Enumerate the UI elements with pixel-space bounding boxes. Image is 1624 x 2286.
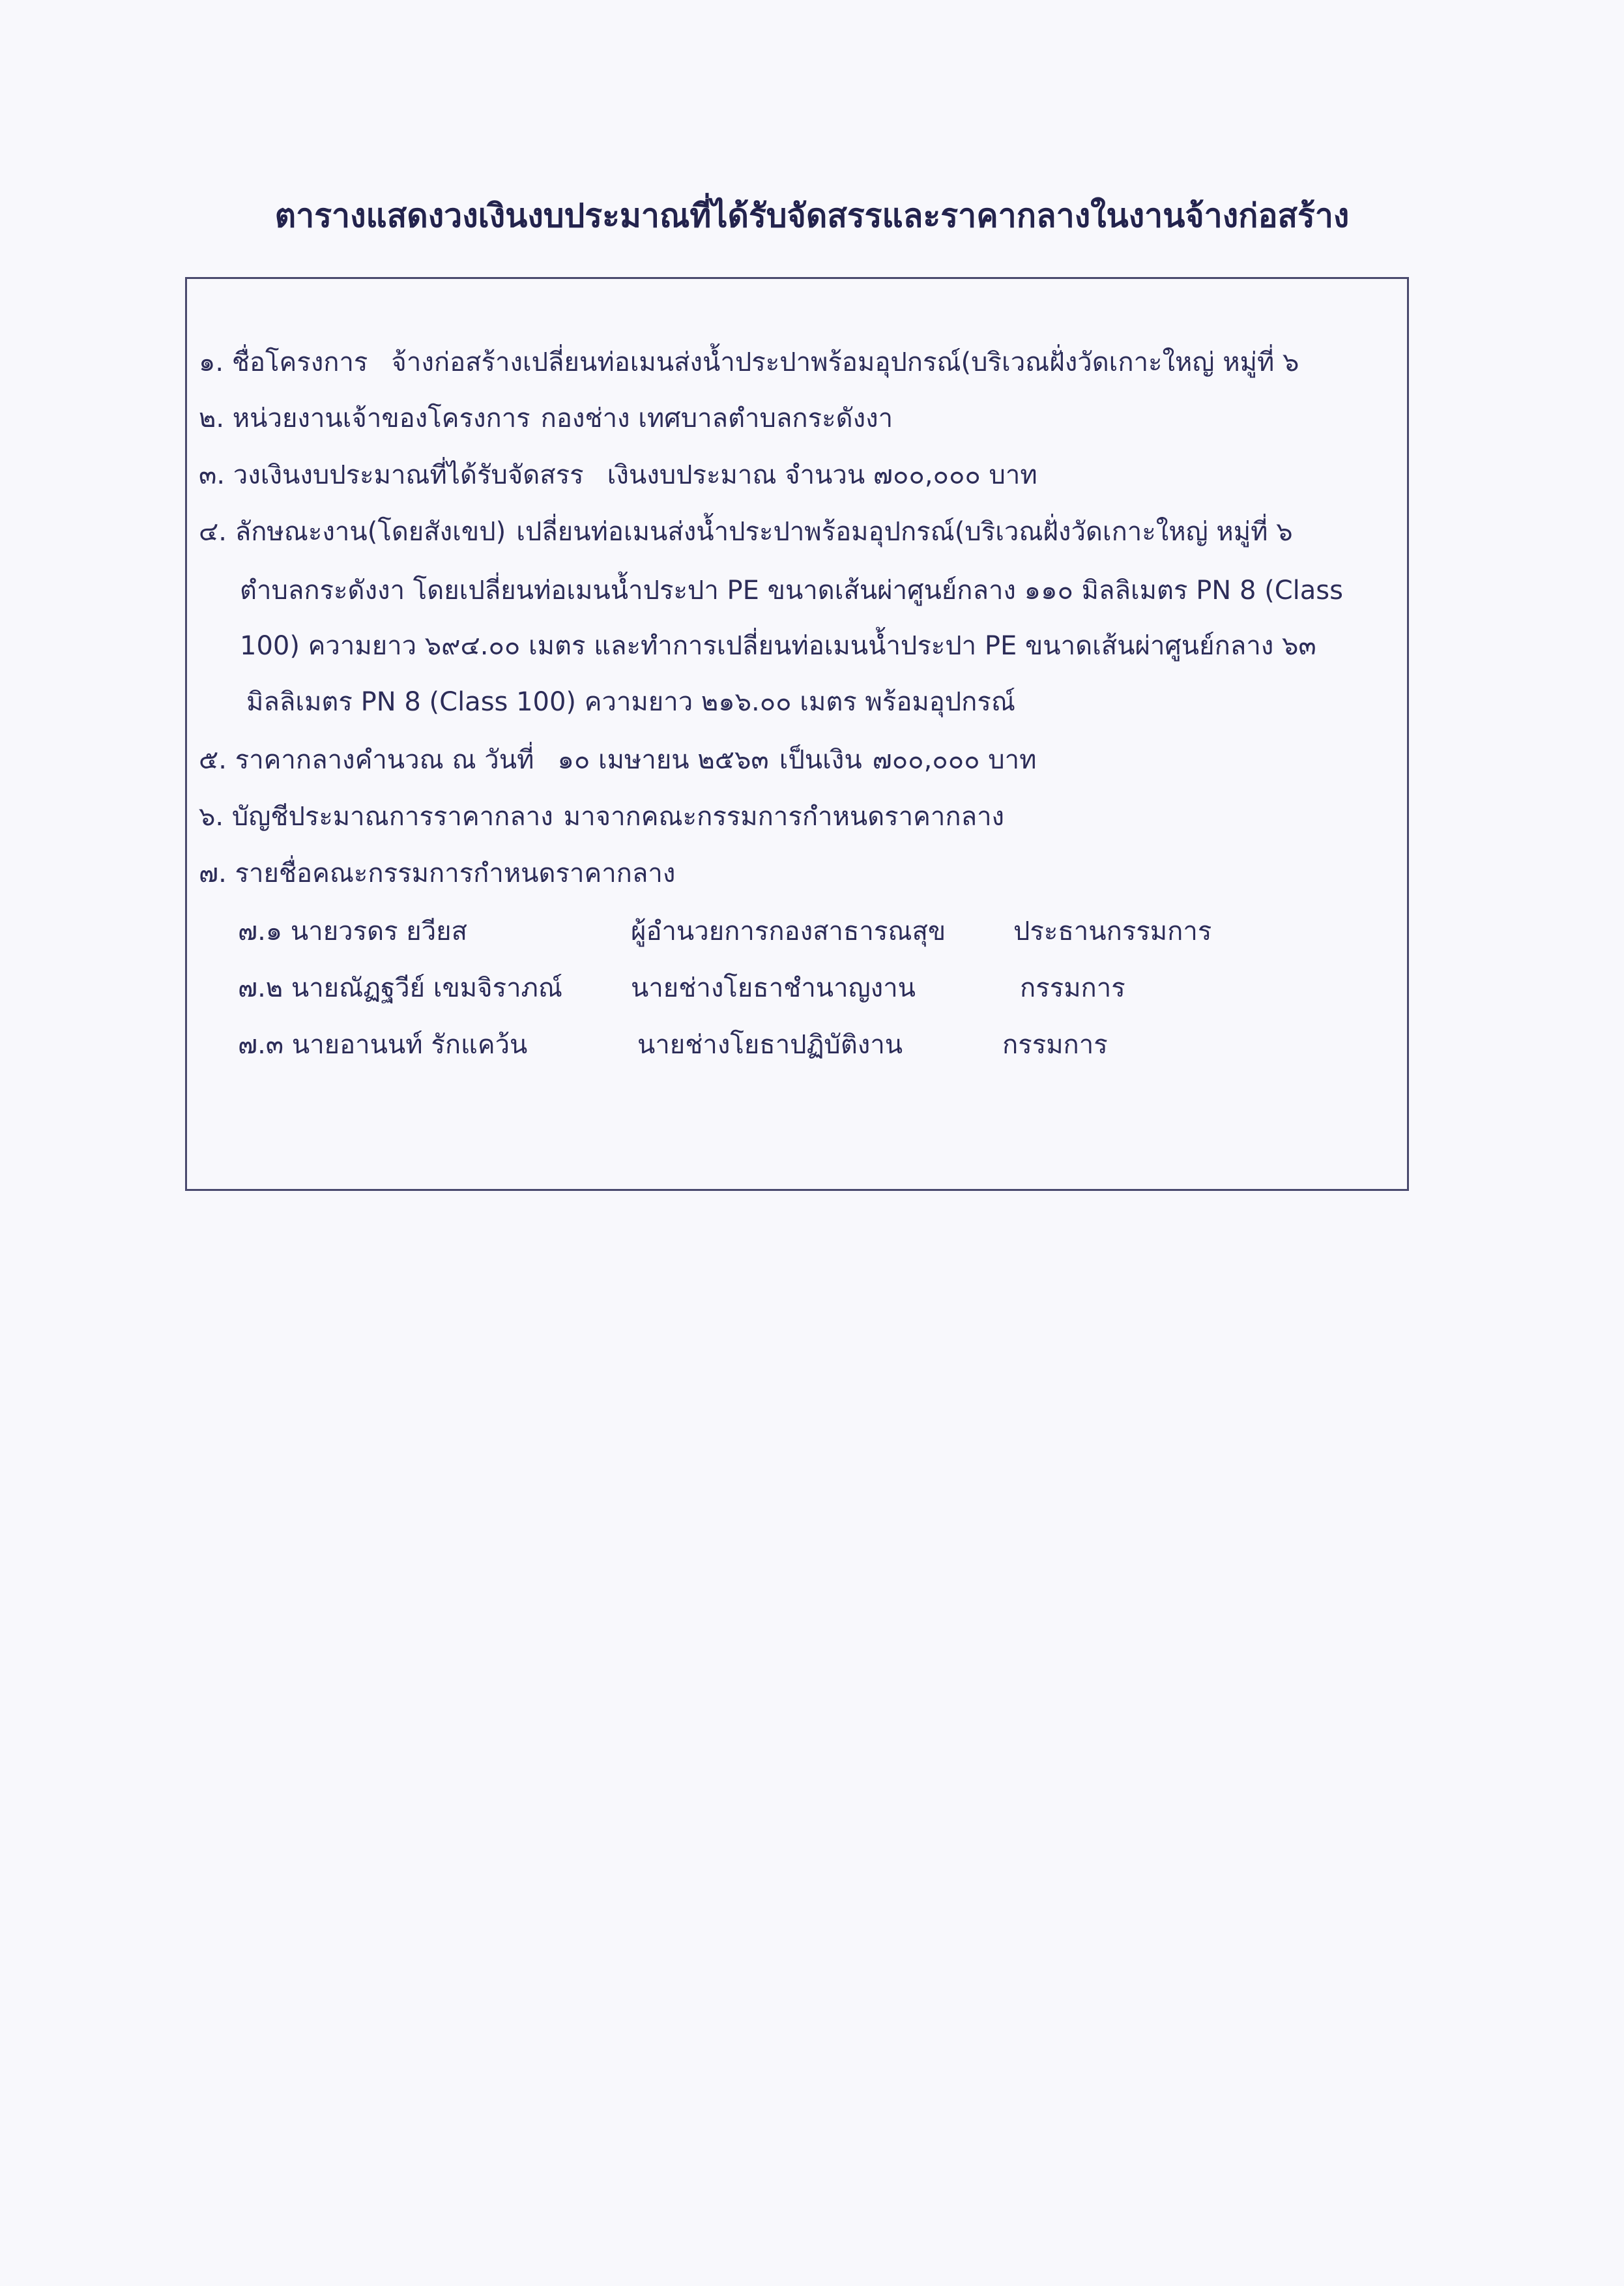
committee-member-role: กรรมการ	[1020, 973, 1125, 1003]
committee-member-position: ผู้อำนวยการกองสาธารณสุข	[631, 916, 946, 946]
item-6	[199, 800, 1004, 834]
item-6-label: ๖. บัญชีประมาณการราคากลาง	[199, 802, 553, 832]
item-7-label: ๗. รายชื่อคณะกรรมการกำหนดราคากลาง	[199, 858, 676, 888]
item-1	[199, 345, 1299, 379]
item-5-label: ๕. ราคากลางคำนวณ ณ วันที่	[199, 745, 534, 775]
item-6-value: มาจากคณะกรรมการกำหนดราคากลาง	[563, 802, 1005, 832]
item-5-amount: ๗๐๐,๐๐๐ บาท	[872, 745, 1037, 775]
item-2-label: ๒. หน่วยงานเจ้าของโครงการ	[199, 403, 530, 433]
item-4-value: เปลี่ยนท่อเมนส่งน้ำประปาพร้อมอุปกรณ์(บริเวณฝั่งวัดเกาะใหญ่ หมู่ที่ ๖	[516, 517, 1293, 547]
committee-member-role: ประธานกรรมการ	[1013, 916, 1212, 946]
committee-member-name: ๗.๑ นายวรดร ยวียส	[238, 916, 468, 946]
item-5-amount-prefix: เป็นเงิน	[779, 745, 862, 775]
item-4	[199, 515, 1293, 549]
item-4-line-4: มิลลิเมตร PN 8 (Class 100) ความยาว ๒๑๖.๐๐ เมตร พร้อมอุปกรณ์	[246, 687, 1015, 717]
committee-member-role: กรรมการ	[1002, 1030, 1108, 1060]
page-title: ตารางแสดงวงเงินงบประมาณที่ได้รับจัดสรรและราคากลางในงานจ้างก่อสร้าง	[274, 197, 1350, 235]
item-4-line-2: ตำบลกระดังงา โดยเปลี่ยนท่อเมนน้ำประปา PE ขนาดเส้นผ่าศูนย์กลาง ๑๑๐ มิลลิเมตร PN 8 (Class	[240, 576, 1343, 606]
item-1-label: ๑. ชื่อโครงการ	[199, 347, 368, 377]
item-3-label: ๓. วงเงินงบประมาณที่ได้รับจัดสรร	[199, 460, 584, 490]
committee-member-position: นายช่างโยธาชำนาญงาน	[631, 973, 916, 1003]
item-2	[199, 402, 893, 435]
item-4-label: ๔. ลักษณะงาน(โดยสังเขป)	[199, 517, 506, 547]
item-7	[199, 857, 675, 890]
committee-member-position: นายช่างโยธาปฏิบัติงาน	[637, 1030, 903, 1060]
committee-member-name: ๗.๒ นายณัฏฐวีย์ เขมจิราภณ์	[238, 973, 563, 1003]
item-2-value: กองช่าง เทศบาลตำบลกระดังงา	[540, 403, 893, 433]
item-5	[199, 743, 1036, 777]
item-5-date: ๑๐ เมษายน ๒๕๖๓	[557, 745, 769, 775]
committee-member-name: ๗.๓ นายอานนท์ รักแคว้น	[238, 1030, 528, 1060]
item-3-value: เงินงบประมาณ จำนวน ๗๐๐,๐๐๐ บาท	[607, 460, 1037, 490]
item-4-line-3: 100) ความยาว ๖๙๔.๐๐ เมตร และทำการเปลี่ยนท่อเมนน้ำประปา PE ขนาดเส้นผ่าศูนย์กลาง ๖๓	[240, 631, 1316, 661]
item-1-value: จ้างก่อสร้างเปลี่ยนท่อเมนส่งน้ำประปาพร้อมอุปกรณ์(บริเวณฝั่งวัดเกาะใหญ่ หมู่ที่ ๖	[391, 347, 1299, 377]
item-3	[199, 458, 1037, 492]
